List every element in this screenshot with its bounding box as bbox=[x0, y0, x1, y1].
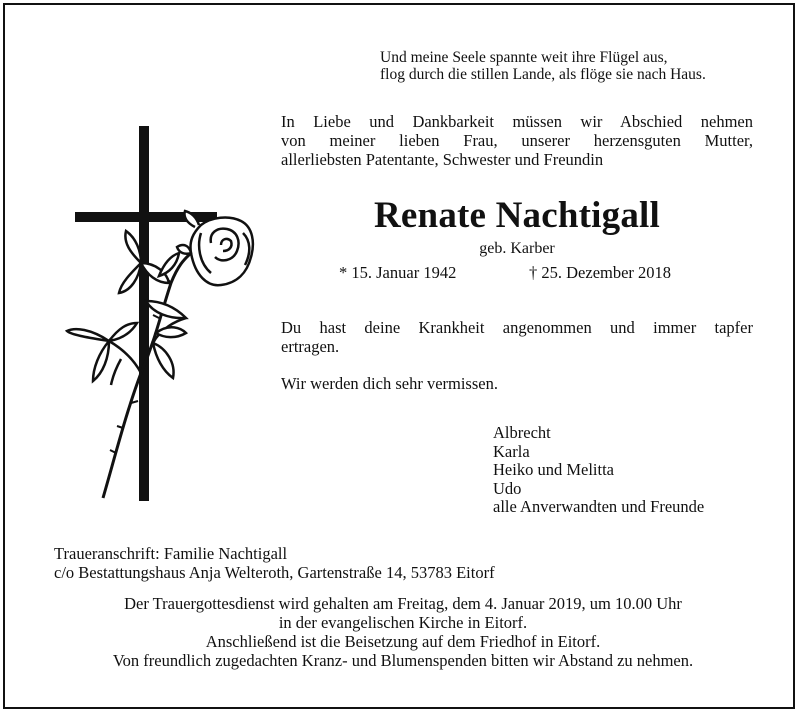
cross-with-rose bbox=[61, 123, 261, 513]
address-line: c/o Bestattungshaus Anja Welteroth, Gartenstraße 14, 53783 Eitorf bbox=[54, 563, 495, 582]
poem-line: flog durch die stillen Lande, als flöge sie nach Haus. bbox=[380, 66, 706, 83]
mourning-address bbox=[54, 544, 495, 582]
cross-icon bbox=[61, 123, 261, 508]
miss-message: Wir werden dich sehr vermissen. bbox=[281, 374, 498, 393]
illness-message bbox=[281, 318, 753, 356]
service-line: in der evangelischen Kirche in Eitorf. bbox=[278, 613, 528, 632]
mourner: Albrecht bbox=[493, 423, 551, 442]
birth-date: * 15. Januar 1942 bbox=[339, 263, 457, 282]
mourner: alle Anverwandten und Freunde bbox=[493, 497, 705, 516]
mourner: Heiko und Melitta bbox=[493, 460, 614, 479]
service-info bbox=[5, 594, 800, 670]
mourner: Karla bbox=[493, 441, 530, 461]
deceased-name: Renate Nachtigall bbox=[374, 195, 660, 236]
address-line: Traueranschrift: Familie Nachtigall bbox=[54, 544, 288, 563]
illness-line: Du hast deine Krankheit angenommen und immer tapfer bbox=[281, 318, 753, 337]
service-line: Anschließend ist die Beisetzung auf dem Friedhof in Eitorf. bbox=[205, 632, 601, 651]
illness-line: ertragen. bbox=[281, 337, 340, 356]
intro-line: In Liebe und Dankbarkeit müssen wir Abschied nehmen bbox=[281, 112, 753, 131]
service-line: Von freundlich zugedachten Kranz- und Blumenspenden bitten wir Abstand zu nehmen. bbox=[112, 651, 694, 670]
intro-line: allerliebsten Patentante, Schwester und Freundin bbox=[281, 150, 604, 169]
poem-line: Und meine Seele spannte weit ihre Flügel aus, bbox=[380, 49, 668, 66]
rose-icon bbox=[67, 211, 253, 385]
obituary-card bbox=[3, 3, 795, 709]
poem-quote bbox=[380, 49, 755, 83]
maiden-name: geb. Karber bbox=[479, 240, 555, 257]
service-line: Der Trauergottesdienst wird gehalten am Freitag, dem 4. Januar 2019, um 10.00 Uhr bbox=[124, 594, 682, 613]
intro-line: von meiner lieben Frau, unserer herzensguten Mutter, bbox=[281, 131, 753, 150]
mourners-list bbox=[493, 424, 704, 517]
intro-text bbox=[281, 112, 753, 169]
death-date: † 25. Dezember 2018 bbox=[529, 263, 672, 282]
mourner: Udo bbox=[493, 478, 522, 498]
